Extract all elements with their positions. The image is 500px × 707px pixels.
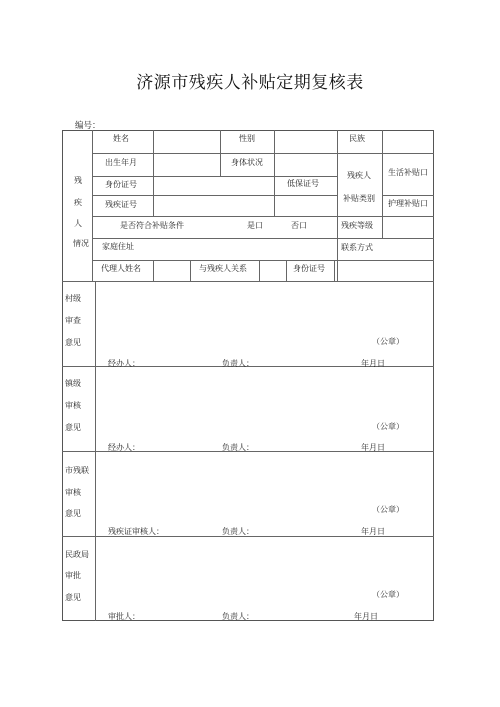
row-divider [92, 176, 337, 177]
name-label: 姓名 [113, 134, 129, 143]
review-label-line: 审核 [65, 488, 81, 497]
col-divider [220, 130, 221, 176]
responsible-signature-label: 负责人： [222, 527, 254, 536]
card-reviewer-signature-label: 残疾证审核人： [108, 527, 164, 536]
date-label: 年月日 [361, 359, 385, 368]
row-divider [92, 238, 434, 239]
review-label-line: 意见 [65, 509, 81, 518]
official-seal-label: （公章） [372, 590, 404, 599]
section-label-char: 残 [74, 176, 82, 185]
id-card-label: 身份证号 [105, 180, 137, 189]
contact-label: 联系方式 [341, 243, 373, 252]
approver-signature-label: 审批人： [108, 612, 140, 621]
physical-status-label: 身体状况 [231, 158, 263, 167]
gender-label: 性别 [239, 134, 255, 143]
official-seal-label: （公章） [372, 422, 404, 431]
living-subsidy-checkbox: 生活补贴口 [388, 168, 428, 177]
col-divider [286, 260, 287, 281]
review-label-line: 意见 [65, 593, 81, 602]
care-subsidy-checkbox: 护理补贴口 [388, 199, 428, 208]
row-divider [92, 195, 337, 196]
subsidy-type-label-line2: 补贴类别 [343, 194, 375, 203]
eligible-yes-checkbox: 是口 [247, 221, 263, 230]
section-divider [62, 281, 434, 282]
col-divider [259, 260, 260, 281]
date-label: 年月日 [354, 612, 378, 621]
row-divider [382, 195, 434, 196]
row-divider [92, 260, 434, 261]
col-divider [153, 260, 154, 281]
col-divider [334, 260, 335, 281]
birth-date-label: 出生年月 [105, 158, 137, 167]
col-divider [382, 130, 383, 238]
review-label-line: 审批 [65, 571, 81, 580]
col-divider [95, 281, 96, 621]
review-label-line: 村级 [65, 294, 81, 303]
disability-card-label: 残疾证号 [105, 200, 137, 209]
serial-number-label: 编号： [75, 121, 101, 131]
section-label-char: 人 [74, 219, 82, 228]
disability-level-label: 残疾等级 [341, 221, 373, 230]
review-label-line: 审查 [65, 316, 81, 325]
low-income-label: 低保证号 [287, 179, 319, 188]
section-label-char: 情况 [73, 239, 89, 248]
col-divider [337, 130, 338, 281]
handler-signature-label: 经办人： [108, 359, 140, 368]
col-divider [92, 130, 93, 281]
relation-label: 与残疾人关系 [199, 264, 247, 273]
date-label: 年月日 [361, 443, 385, 452]
home-address-label: 家庭住址 [102, 242, 134, 251]
agent-id-label: 身份证号 [293, 264, 325, 273]
eligible-no-checkbox: 否口 [291, 221, 307, 230]
col-divider [190, 260, 191, 281]
form-title: 济源市残疾人补贴定期复核表 [136, 73, 364, 93]
agent-name-label: 代理人姓名 [101, 264, 141, 273]
review-label-line: 意见 [65, 338, 81, 347]
official-seal-label: （公章） [372, 505, 404, 514]
responsible-signature-label: 负责人： [222, 359, 254, 368]
review-label-line: 审核 [65, 401, 81, 410]
col-divider [274, 130, 275, 216]
section-label-char: 疾 [74, 198, 82, 207]
subsidy-type-label-line1: 残疾人 [347, 171, 371, 180]
review-label-line: 民政局 [65, 550, 89, 559]
responsible-signature-label: 负责人： [222, 612, 254, 621]
review-label-line: 市残联 [65, 466, 89, 475]
section-divider [62, 536, 434, 537]
ethnicity-label: 民族 [349, 134, 365, 143]
eligibility-question: 是否符合补贴条件 [120, 221, 184, 230]
review-label-line: 意见 [65, 423, 81, 432]
handler-signature-label: 经办人： [108, 443, 140, 452]
col-divider [153, 130, 154, 216]
date-label: 年月日 [361, 527, 385, 536]
review-label-line: 镇级 [65, 379, 81, 388]
responsible-signature-label: 负责人： [222, 443, 254, 452]
official-seal-label: （公章） [372, 337, 404, 346]
